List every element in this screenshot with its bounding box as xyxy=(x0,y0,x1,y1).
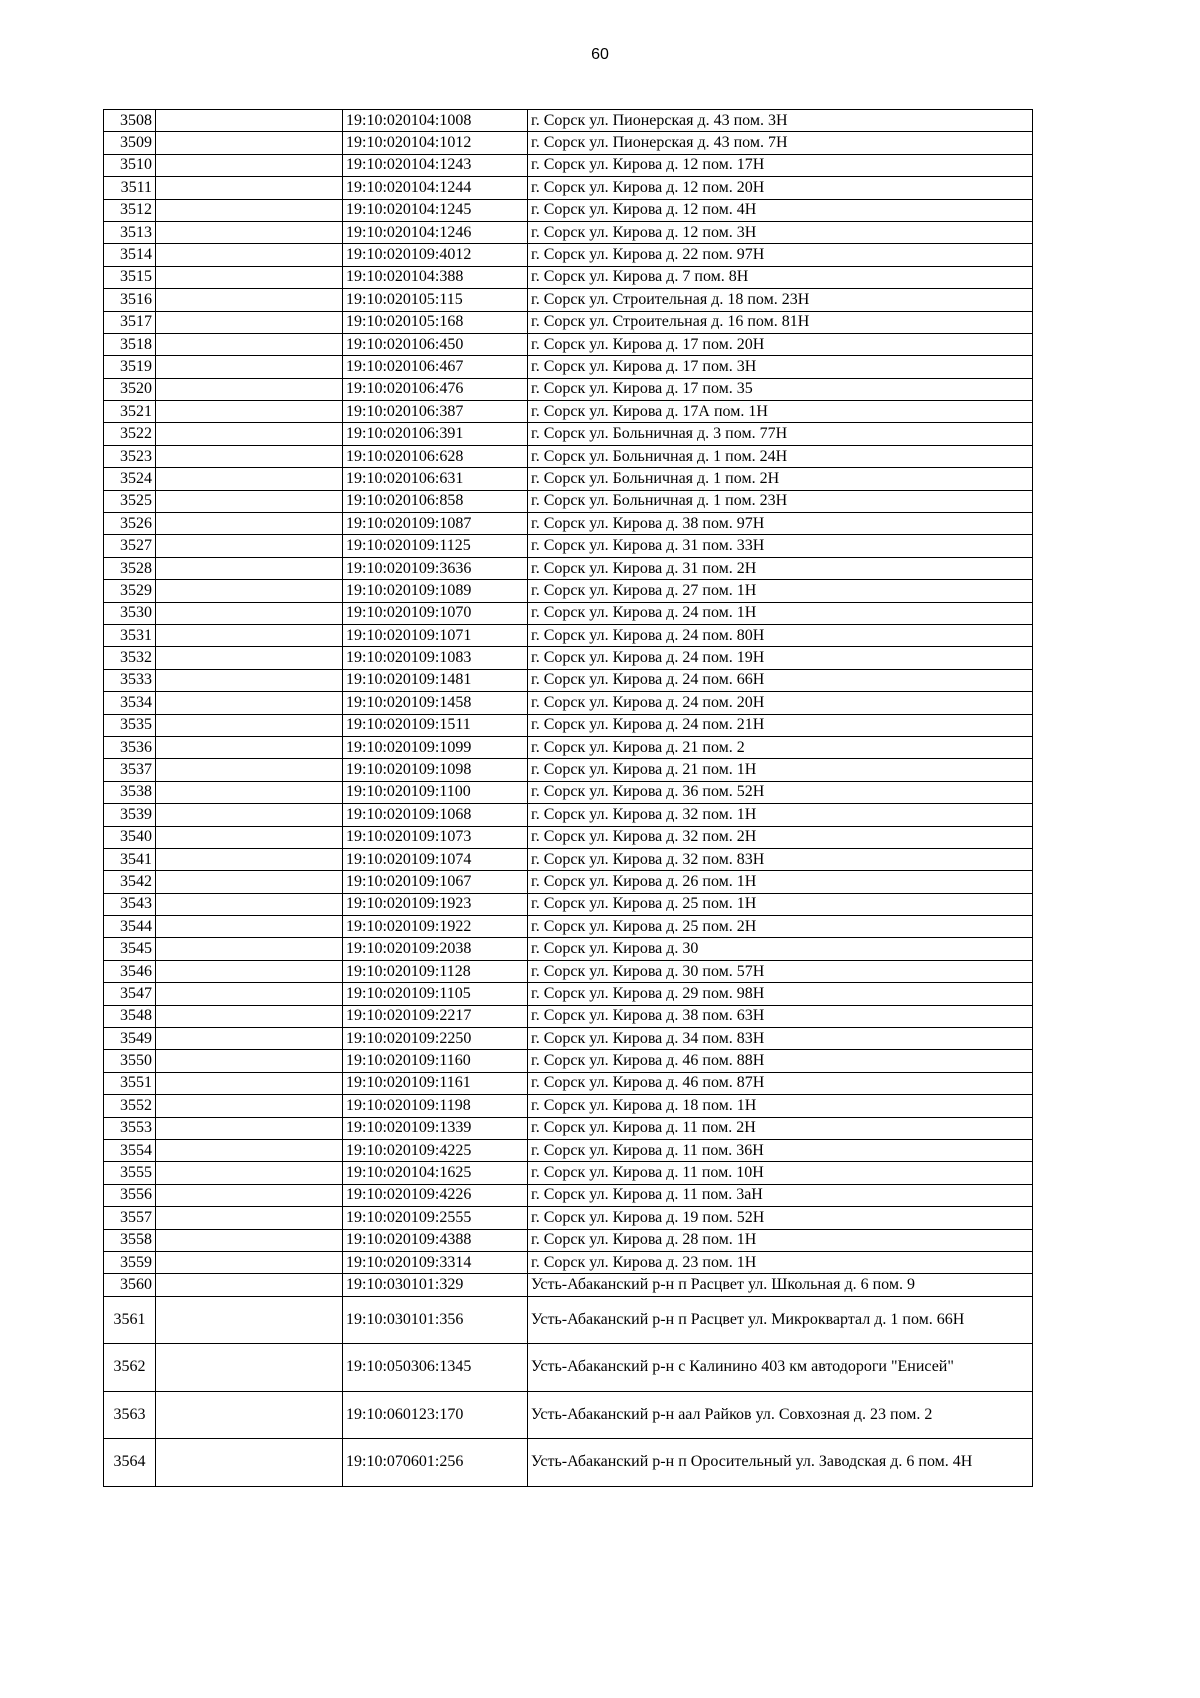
empty-cell xyxy=(156,1117,343,1139)
table-row xyxy=(104,647,1033,669)
cadastral-number-cell: 19:10:020106:387 xyxy=(343,401,528,423)
cadastral-number-cell: 19:10:020109:1098 xyxy=(343,759,528,781)
row-number-cell: 3561 xyxy=(104,1296,156,1344)
address-cell: г. Сорск ул. Кирова д. 31 пом. 33Н xyxy=(528,535,1033,557)
table-row xyxy=(104,1028,1033,1050)
address-cell: г. Сорск ул. Кирова д. 27 пом. 1Н xyxy=(528,580,1033,602)
cadastral-number-cell: 19:10:020104:1245 xyxy=(343,199,528,221)
cadastral-number-cell: 19:10:020104:1012 xyxy=(343,132,528,154)
address-cell: г. Сорск ул. Кирова д. 18 пом. 1Н xyxy=(528,1095,1033,1117)
empty-cell xyxy=(156,289,343,311)
address-cell: г. Сорск ул. Кирова д. 46 пом. 88Н xyxy=(528,1050,1033,1072)
cadastral-number-cell: 19:10:020109:1073 xyxy=(343,826,528,848)
cadastral-number-cell: 19:10:070601:256 xyxy=(343,1439,528,1487)
cadastral-number-cell: 19:10:030101:356 xyxy=(343,1296,528,1344)
address-cell: г. Сорск ул. Кирова д. 17А пом. 1Н xyxy=(528,401,1033,423)
empty-cell xyxy=(156,602,343,624)
empty-cell xyxy=(156,1139,343,1161)
row-number-cell: 3515 xyxy=(104,266,156,288)
address-cell: г. Сорск ул. Кирова д. 21 пом. 2 xyxy=(528,736,1033,758)
table-row xyxy=(104,692,1033,714)
cadastral-number-cell: 19:10:060123:170 xyxy=(343,1391,528,1439)
address-cell: г. Сорск ул. Кирова д. 24 пом. 21Н xyxy=(528,714,1033,736)
table-row xyxy=(104,736,1033,758)
empty-cell xyxy=(156,1072,343,1094)
empty-cell xyxy=(156,132,343,154)
empty-cell xyxy=(156,1251,343,1273)
empty-cell xyxy=(156,1028,343,1050)
empty-cell xyxy=(156,960,343,982)
address-cell: г. Сорск ул. Кирова д. 12 пом. 4Н xyxy=(528,199,1033,221)
address-cell: г. Сорск ул. Кирова д. 32 пом. 1Н xyxy=(528,804,1033,826)
table-row xyxy=(104,401,1033,423)
table-row xyxy=(104,557,1033,579)
table-row xyxy=(104,669,1033,691)
table-row xyxy=(104,1095,1033,1117)
empty-cell xyxy=(156,804,343,826)
row-number-cell: 3537 xyxy=(104,759,156,781)
empty-cell xyxy=(156,826,343,848)
row-number-cell: 3523 xyxy=(104,445,156,467)
table-row xyxy=(104,960,1033,982)
empty-cell xyxy=(156,1229,343,1251)
cadastral-number-cell: 19:10:020109:1125 xyxy=(343,535,528,557)
table-row xyxy=(104,1117,1033,1139)
empty-cell xyxy=(156,468,343,490)
row-number-cell: 3524 xyxy=(104,468,156,490)
row-number-cell: 3510 xyxy=(104,154,156,176)
row-number-cell: 3517 xyxy=(104,311,156,333)
table-row xyxy=(104,714,1033,736)
cadastral-number-cell: 19:10:030101:329 xyxy=(343,1274,528,1296)
cadastral-number-cell: 19:10:020104:1625 xyxy=(343,1162,528,1184)
table-row xyxy=(104,1439,1033,1487)
cadastral-number-cell: 19:10:020106:476 xyxy=(343,378,528,400)
table-row xyxy=(104,356,1033,378)
address-cell: г. Сорск ул. Кирова д. 29 пом. 98Н xyxy=(528,983,1033,1005)
table-row xyxy=(104,602,1033,624)
cadastral-number-cell: 19:10:020109:1087 xyxy=(343,513,528,535)
cadastral-number-cell: 19:10:020109:1099 xyxy=(343,736,528,758)
address-cell: г. Сорск ул. Кирова д. 24 пом. 19Н xyxy=(528,647,1033,669)
address-cell: г. Сорск ул. Кирова д. 23 пом. 1Н xyxy=(528,1251,1033,1273)
empty-cell xyxy=(156,714,343,736)
table-row xyxy=(104,848,1033,870)
address-cell: г. Сорск ул. Кирова д. 31 пом. 2Н xyxy=(528,557,1033,579)
row-number-cell: 3542 xyxy=(104,871,156,893)
cadastral-number-cell: 19:10:020109:2250 xyxy=(343,1028,528,1050)
empty-cell xyxy=(156,938,343,960)
empty-cell xyxy=(156,759,343,781)
table-row xyxy=(104,1139,1033,1161)
row-number-cell: 3525 xyxy=(104,490,156,512)
address-cell: г. Сорск ул. Кирова д. 7 пом. 8Н xyxy=(528,266,1033,288)
cadastral-number-cell: 19:10:020109:1089 xyxy=(343,580,528,602)
empty-cell xyxy=(156,1296,343,1344)
cadastral-number-cell: 19:10:020109:1068 xyxy=(343,804,528,826)
empty-cell xyxy=(156,445,343,467)
table-row xyxy=(104,490,1033,512)
row-number-cell: 3513 xyxy=(104,221,156,243)
row-number-cell: 3548 xyxy=(104,1005,156,1027)
address-cell: г. Сорск ул. Кирова д. 17 пом. 20Н xyxy=(528,333,1033,355)
empty-cell xyxy=(156,871,343,893)
row-number-cell: 3550 xyxy=(104,1050,156,1072)
row-number-cell: 3552 xyxy=(104,1095,156,1117)
table-row xyxy=(104,1251,1033,1273)
table-row xyxy=(104,1229,1033,1251)
row-number-cell: 3555 xyxy=(104,1162,156,1184)
row-number-cell: 3518 xyxy=(104,333,156,355)
address-cell: г. Сорск ул. Кирова д. 38 пом. 97Н xyxy=(528,513,1033,535)
row-number-cell: 3563 xyxy=(104,1391,156,1439)
address-cell: Усть-Абаканский р-н с Калинино 403 км автодороги "Енисей" xyxy=(528,1344,1033,1392)
row-number-cell: 3557 xyxy=(104,1207,156,1229)
address-cell: г. Сорск ул. Кирова д. 24 пом. 80Н xyxy=(528,624,1033,646)
address-cell: г. Сорск ул. Кирова д. 11 пом. 36Н xyxy=(528,1139,1033,1161)
cadastral-number-cell: 19:10:020106:391 xyxy=(343,423,528,445)
table-row xyxy=(104,893,1033,915)
cadastral-number-cell: 19:10:020109:1083 xyxy=(343,647,528,669)
table-row xyxy=(104,1207,1033,1229)
empty-cell xyxy=(156,110,343,132)
table-row xyxy=(104,110,1033,132)
address-cell: Усть-Абаканский р-н п Расцвет ул. Школьная д. 6 пом. 9 xyxy=(528,1274,1033,1296)
cadastral-number-cell: 19:10:020109:1128 xyxy=(343,960,528,982)
cadastral-number-cell: 19:10:020109:1923 xyxy=(343,893,528,915)
address-cell: г. Сорск ул. Кирова д. 32 пом. 83Н xyxy=(528,848,1033,870)
table-row xyxy=(104,1296,1033,1344)
empty-cell xyxy=(156,1005,343,1027)
empty-cell xyxy=(156,1439,343,1487)
row-number-cell: 3558 xyxy=(104,1229,156,1251)
cadastral-number-cell: 19:10:020109:3314 xyxy=(343,1251,528,1273)
empty-cell xyxy=(156,1344,343,1392)
address-cell: г. Сорск ул. Строительная д. 16 пом. 81Н xyxy=(528,311,1033,333)
empty-cell xyxy=(156,423,343,445)
cadastral-number-cell: 19:10:020109:4225 xyxy=(343,1139,528,1161)
address-cell: г. Сорск ул. Строительная д. 18 пом. 23Н xyxy=(528,289,1033,311)
table-row xyxy=(104,983,1033,1005)
address-cell: г. Сорск ул. Кирова д. 46 пом. 87Н xyxy=(528,1072,1033,1094)
cadastral-number-cell: 19:10:020109:1070 xyxy=(343,602,528,624)
table-row xyxy=(104,378,1033,400)
row-number-cell: 3530 xyxy=(104,602,156,624)
cadastral-number-cell: 19:10:020109:1481 xyxy=(343,669,528,691)
row-number-cell: 3533 xyxy=(104,669,156,691)
address-cell: г. Сорск ул. Кирова д. 17 пом. 35 xyxy=(528,378,1033,400)
cadastral-number-cell: 19:10:020106:628 xyxy=(343,445,528,467)
empty-cell xyxy=(156,378,343,400)
empty-cell xyxy=(156,199,343,221)
empty-cell xyxy=(156,333,343,355)
empty-cell xyxy=(156,244,343,266)
address-cell: г. Сорск ул. Кирова д. 17 пом. 3Н xyxy=(528,356,1033,378)
row-number-cell: 3547 xyxy=(104,983,156,1005)
row-number-cell: 3556 xyxy=(104,1184,156,1206)
cadastral-number-cell: 19:10:020106:858 xyxy=(343,490,528,512)
table-row xyxy=(104,333,1033,355)
address-cell: г. Сорск ул. Кирова д. 11 пом. 3аН xyxy=(528,1184,1033,1206)
empty-cell xyxy=(156,1207,343,1229)
row-number-cell: 3521 xyxy=(104,401,156,423)
row-number-cell: 3527 xyxy=(104,535,156,557)
empty-cell xyxy=(156,177,343,199)
row-number-cell: 3532 xyxy=(104,647,156,669)
row-number-cell: 3512 xyxy=(104,199,156,221)
table-row xyxy=(104,289,1033,311)
table-row xyxy=(104,759,1033,781)
empty-cell xyxy=(156,154,343,176)
cadastral-number-cell: 19:10:020109:2555 xyxy=(343,1207,528,1229)
cadastral-number-cell: 19:10:050306:1345 xyxy=(343,1344,528,1392)
cadastral-number-cell: 19:10:020109:4012 xyxy=(343,244,528,266)
page-number: 60 xyxy=(591,46,609,63)
cadastral-number-cell: 19:10:020106:467 xyxy=(343,356,528,378)
empty-cell xyxy=(156,669,343,691)
row-number-cell: 3520 xyxy=(104,378,156,400)
table-row xyxy=(104,916,1033,938)
table-row xyxy=(104,1005,1033,1027)
address-cell: г. Сорск ул. Кирова д. 32 пом. 2Н xyxy=(528,826,1033,848)
address-cell: г. Сорск ул. Кирова д. 21 пом. 1Н xyxy=(528,759,1033,781)
table-row xyxy=(104,1050,1033,1072)
empty-cell xyxy=(156,1050,343,1072)
row-number-cell: 3534 xyxy=(104,692,156,714)
table-row xyxy=(104,938,1033,960)
table-row xyxy=(104,1344,1033,1392)
cadastral-number-cell: 19:10:020104:1244 xyxy=(343,177,528,199)
row-number-cell: 3511 xyxy=(104,177,156,199)
table-row xyxy=(104,311,1033,333)
cadastral-number-cell: 19:10:020109:1922 xyxy=(343,916,528,938)
row-number-cell: 3560 xyxy=(104,1274,156,1296)
empty-cell xyxy=(156,692,343,714)
address-cell: г. Сорск ул. Кирова д. 28 пом. 1Н xyxy=(528,1229,1033,1251)
row-number-cell: 3554 xyxy=(104,1139,156,1161)
empty-cell xyxy=(156,311,343,333)
row-number-cell: 3539 xyxy=(104,804,156,826)
cadastral-number-cell: 19:10:020105:168 xyxy=(343,311,528,333)
row-number-cell: 3531 xyxy=(104,624,156,646)
row-number-cell: 3540 xyxy=(104,826,156,848)
table-row xyxy=(104,1162,1033,1184)
empty-cell xyxy=(156,736,343,758)
empty-cell xyxy=(156,221,343,243)
row-number-cell: 3553 xyxy=(104,1117,156,1139)
cadastral-number-cell: 19:10:020109:4226 xyxy=(343,1184,528,1206)
empty-cell xyxy=(156,1162,343,1184)
address-cell: г. Сорск ул. Кирова д. 12 пом. 17Н xyxy=(528,154,1033,176)
row-number-cell: 3519 xyxy=(104,356,156,378)
table-row xyxy=(104,423,1033,445)
table-row xyxy=(104,624,1033,646)
cadastral-number-cell: 19:10:020109:2217 xyxy=(343,1005,528,1027)
cadastral-number-cell: 19:10:020109:1198 xyxy=(343,1095,528,1117)
table-row xyxy=(104,132,1033,154)
property-register-table xyxy=(103,109,1033,1487)
row-number-cell: 3551 xyxy=(104,1072,156,1094)
empty-cell xyxy=(156,983,343,1005)
table-row xyxy=(104,199,1033,221)
empty-cell xyxy=(156,647,343,669)
cadastral-number-cell: 19:10:020109:1160 xyxy=(343,1050,528,1072)
address-cell: г. Сорск ул. Больничная д. 1 пом. 2Н xyxy=(528,468,1033,490)
address-cell: г. Сорск ул. Пионерская д. 43 пом. 3Н xyxy=(528,110,1033,132)
address-cell: г. Сорск ул. Кирова д. 22 пом. 97Н xyxy=(528,244,1033,266)
address-cell: Усть-Абаканский р-н п Расцвет ул. Микроквартал д. 1 пом. 66Н xyxy=(528,1296,1033,1344)
empty-cell xyxy=(156,513,343,535)
address-cell: г. Сорск ул. Кирова д. 11 пом. 2Н xyxy=(528,1117,1033,1139)
table-row xyxy=(104,266,1033,288)
address-cell: г. Сорск ул. Кирова д. 19 пом. 52Н xyxy=(528,1207,1033,1229)
table-row xyxy=(104,244,1033,266)
table-row xyxy=(104,1274,1033,1296)
cadastral-number-cell: 19:10:020109:1074 xyxy=(343,848,528,870)
row-number-cell: 3516 xyxy=(104,289,156,311)
row-number-cell: 3543 xyxy=(104,893,156,915)
table-row xyxy=(104,580,1033,602)
table-row xyxy=(104,804,1033,826)
table-row xyxy=(104,826,1033,848)
address-cell: г. Сорск ул. Кирова д. 24 пом. 20Н xyxy=(528,692,1033,714)
address-cell: г. Сорск ул. Больничная д. 1 пом. 23Н xyxy=(528,490,1033,512)
cadastral-number-cell: 19:10:020109:1100 xyxy=(343,781,528,803)
row-number-cell: 3549 xyxy=(104,1028,156,1050)
empty-cell xyxy=(156,916,343,938)
cadastral-number-cell: 19:10:020106:631 xyxy=(343,468,528,490)
row-number-cell: 3509 xyxy=(104,132,156,154)
cadastral-number-cell: 19:10:020104:388 xyxy=(343,266,528,288)
cadastral-number-cell: 19:10:020109:1105 xyxy=(343,983,528,1005)
row-number-cell: 3538 xyxy=(104,781,156,803)
cadastral-number-cell: 19:10:020104:1243 xyxy=(343,154,528,176)
row-number-cell: 3514 xyxy=(104,244,156,266)
row-number-cell: 3522 xyxy=(104,423,156,445)
cadastral-number-cell: 19:10:020109:2038 xyxy=(343,938,528,960)
table-body xyxy=(104,110,1033,1487)
cadastral-number-cell: 19:10:020109:1511 xyxy=(343,714,528,736)
address-cell: г. Сорск ул. Кирова д. 26 пом. 1Н xyxy=(528,871,1033,893)
empty-cell xyxy=(156,580,343,602)
table-row xyxy=(104,535,1033,557)
empty-cell xyxy=(156,893,343,915)
address-cell: г. Сорск ул. Больничная д. 3 пом. 77Н xyxy=(528,423,1033,445)
row-number-cell: 3541 xyxy=(104,848,156,870)
address-cell: Усть-Абаканский р-н аал Райков ул. Совхозная д. 23 пом. 2 xyxy=(528,1391,1033,1439)
address-cell: г. Сорск ул. Кирова д. 12 пом. 20Н xyxy=(528,177,1033,199)
address-cell: г. Сорск ул. Кирова д. 34 пом. 83Н xyxy=(528,1028,1033,1050)
cadastral-number-cell: 19:10:020104:1246 xyxy=(343,221,528,243)
cadastral-number-cell: 19:10:020105:115 xyxy=(343,289,528,311)
address-cell: г. Сорск ул. Кирова д. 36 пом. 52Н xyxy=(528,781,1033,803)
row-number-cell: 3559 xyxy=(104,1251,156,1273)
address-cell: г. Сорск ул. Больничная д. 1 пом. 24Н xyxy=(528,445,1033,467)
row-number-cell: 3508 xyxy=(104,110,156,132)
address-cell: г. Сорск ул. Кирова д. 30 xyxy=(528,938,1033,960)
cadastral-number-cell: 19:10:020109:4388 xyxy=(343,1229,528,1251)
table-row xyxy=(104,154,1033,176)
empty-cell xyxy=(156,535,343,557)
row-number-cell: 3545 xyxy=(104,938,156,960)
cadastral-number-cell: 19:10:020106:450 xyxy=(343,333,528,355)
empty-cell xyxy=(156,781,343,803)
address-cell: г. Сорск ул. Кирова д. 12 пом. 3Н xyxy=(528,221,1033,243)
row-number-cell: 3562 xyxy=(104,1344,156,1392)
cadastral-number-cell: 19:10:020109:1339 xyxy=(343,1117,528,1139)
address-cell: г. Сорск ул. Кирова д. 30 пом. 57Н xyxy=(528,960,1033,982)
empty-cell xyxy=(156,1391,343,1439)
row-number-cell: 3564 xyxy=(104,1439,156,1487)
table-row xyxy=(104,871,1033,893)
empty-cell xyxy=(156,557,343,579)
table-row xyxy=(104,445,1033,467)
cadastral-number-cell: 19:10:020104:1008 xyxy=(343,110,528,132)
address-cell: г. Сорск ул. Кирова д. 24 пом. 66Н xyxy=(528,669,1033,691)
row-number-cell: 3536 xyxy=(104,736,156,758)
row-number-cell: 3526 xyxy=(104,513,156,535)
empty-cell xyxy=(156,848,343,870)
empty-cell xyxy=(156,1274,343,1296)
address-cell: г. Сорск ул. Кирова д. 24 пом. 1Н xyxy=(528,602,1033,624)
table-row xyxy=(104,1072,1033,1094)
cadastral-number-cell: 19:10:020109:1458 xyxy=(343,692,528,714)
empty-cell xyxy=(156,1095,343,1117)
cadastral-number-cell: 19:10:020109:3636 xyxy=(343,557,528,579)
table-row xyxy=(104,513,1033,535)
table-row xyxy=(104,1391,1033,1439)
cadastral-number-cell: 19:10:020109:1071 xyxy=(343,624,528,646)
address-cell: Усть-Абаканский р-н п Оросительный ул. Заводская д. 6 пом. 4Н xyxy=(528,1439,1033,1487)
table-row xyxy=(104,468,1033,490)
row-number-cell: 3529 xyxy=(104,580,156,602)
table-row xyxy=(104,781,1033,803)
table-row xyxy=(104,1184,1033,1206)
address-cell: г. Сорск ул. Кирова д. 38 пом. 63Н xyxy=(528,1005,1033,1027)
row-number-cell: 3528 xyxy=(104,557,156,579)
empty-cell xyxy=(156,356,343,378)
empty-cell xyxy=(156,490,343,512)
row-number-cell: 3546 xyxy=(104,960,156,982)
address-cell: г. Сорск ул. Кирова д. 25 пом. 2Н xyxy=(528,916,1033,938)
table-row xyxy=(104,177,1033,199)
address-cell: г. Сорск ул. Кирова д. 11 пом. 10Н xyxy=(528,1162,1033,1184)
cadastral-number-cell: 19:10:020109:1161 xyxy=(343,1072,528,1094)
empty-cell xyxy=(156,401,343,423)
address-cell: г. Сорск ул. Пионерская д. 43 пом. 7Н xyxy=(528,132,1033,154)
empty-cell xyxy=(156,266,343,288)
row-number-cell: 3535 xyxy=(104,714,156,736)
address-cell: г. Сорск ул. Кирова д. 25 пом. 1Н xyxy=(528,893,1033,915)
empty-cell xyxy=(156,624,343,646)
table-row xyxy=(104,221,1033,243)
row-number-cell: 3544 xyxy=(104,916,156,938)
empty-cell xyxy=(156,1184,343,1206)
cadastral-number-cell: 19:10:020109:1067 xyxy=(343,871,528,893)
